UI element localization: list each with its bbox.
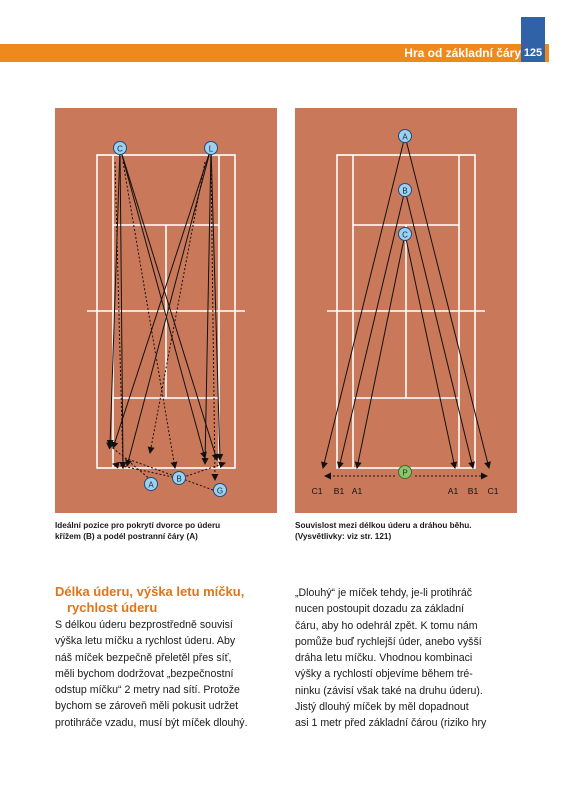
text-line: výška letu míčku a rychlost úderu. Aby — [55, 635, 236, 648]
text-line: náš míček bezpečně přeletěl přes síť, — [55, 651, 232, 664]
target-label-c1-left: C1 — [311, 486, 323, 496]
caption-line: (Vysvětlivky: viz str. 121) — [295, 532, 392, 541]
text-line: čáru, aby ho odehrál zpět. K tomu nám — [295, 619, 478, 632]
player-label-g: G — [216, 486, 224, 496]
target-label-a1-right: A1 — [447, 486, 459, 496]
text-line: Jistý dlouhý míček by měl dopadnout — [295, 701, 469, 714]
text-line: odstup míčku“ 2 metry nad sítí. Protože — [55, 684, 240, 697]
body-column-left — [55, 617, 287, 731]
page-number: 125 — [523, 47, 543, 59]
player-label-b: B — [402, 186, 408, 196]
left-figure-caption — [55, 520, 285, 542]
chapter-title: Hra od základní čáry — [404, 46, 521, 60]
player-label-l: L — [208, 144, 214, 154]
player-label-c: C — [402, 230, 408, 240]
caption-line: Ideální pozice pro pokrytí dvorce po úderu — [55, 521, 221, 530]
target-label-a1-left: A1 — [351, 486, 363, 496]
player-label-a: A — [148, 480, 154, 490]
body-column-right — [295, 585, 527, 732]
text-line: asi 1 metr před základní čárou (riziko hry — [295, 717, 487, 730]
text-line: měli bychom dodržovat „bezpečnostní — [55, 667, 234, 680]
heading-line: rychlost úderu — [67, 600, 158, 615]
heading-line: Délka úderu, výška letu míčku, — [55, 584, 245, 599]
player-label-b: B — [176, 474, 182, 484]
text-line: ninku (závisí však také na druhu úderu). — [295, 684, 483, 697]
text-line: nucen postoupit dozadu za základní — [295, 603, 465, 616]
text-line: pomůže buď rychlejší úder, anebo vyšší — [295, 635, 482, 648]
text-line: dráha letu míčku. Vhodnou kombinaci — [295, 652, 473, 665]
right-court-diagram — [295, 108, 517, 513]
player-label-p: P — [402, 468, 408, 478]
text-line: S délkou úderu bezprostředně souvisí — [55, 619, 233, 631]
player-label-c: C — [117, 144, 123, 154]
right-figure-caption — [295, 520, 525, 542]
text-line: protihráče vzadu, musí být míček dlouhý. — [55, 716, 248, 729]
text-line: bychom se zároveň měli pokusit udržet — [55, 700, 239, 713]
section-heading — [55, 584, 285, 616]
left-court-diagram — [55, 108, 277, 513]
target-label-c1-right: C1 — [487, 486, 499, 496]
text-line: výšky a rychlostí objevíme během tré- — [295, 668, 473, 681]
text-line: „Dlouhý“ je míček tehdy, je-li protihráč — [295, 587, 473, 599]
player-label-a: A — [402, 132, 408, 142]
target-label-b1-left: B1 — [333, 486, 345, 496]
target-label-b1-right: B1 — [467, 486, 479, 496]
caption-line: křížem (B) a podél postranní čáry (A) — [55, 532, 198, 541]
caption-line: Souvislost mezi délkou úderu a dráhou běhu. — [295, 521, 472, 530]
